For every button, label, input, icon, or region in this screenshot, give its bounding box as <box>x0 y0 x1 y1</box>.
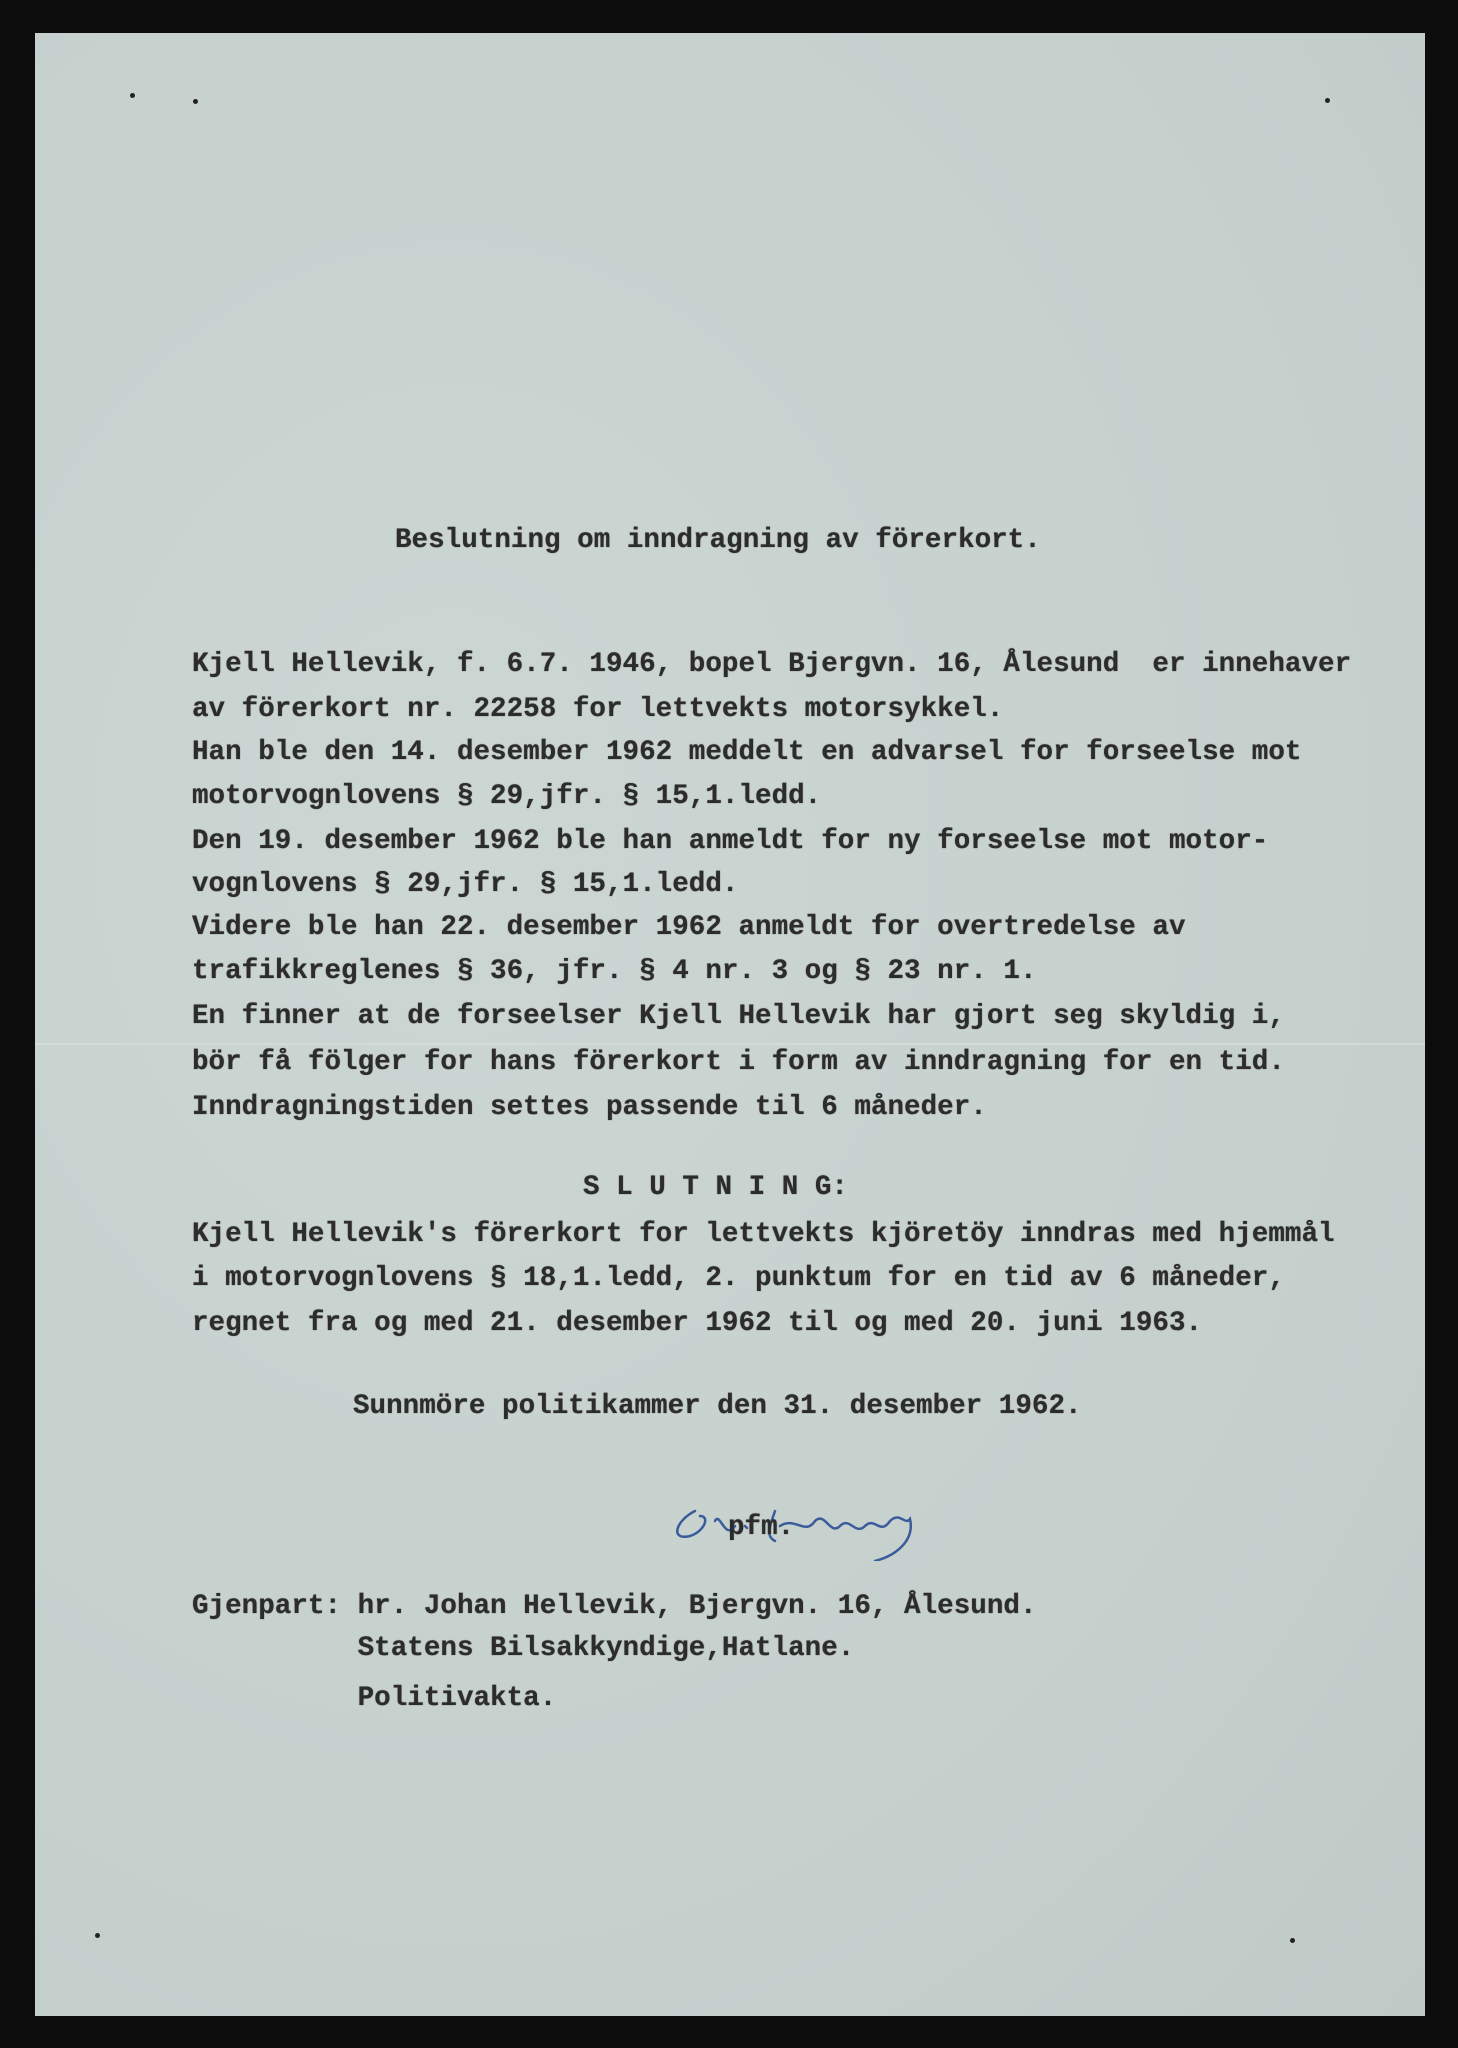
body-line: motorvognlovens § 29,jfr. § 15,1.ledd. <box>192 781 822 812</box>
copies-line: Statens Bilsakkyndige,Hatlane. <box>192 1633 855 1664</box>
punch-mark <box>130 93 135 98</box>
body-line: av förerkort nr. 22258 for lettvekts motorsykkel. <box>192 694 1004 725</box>
copies-line: Gjenpart: hr. Johan Hellevik, Bjergvn. 16, Ålesund. <box>192 1591 1037 1622</box>
punch-mark <box>1325 98 1330 103</box>
body-line: Videre ble han 22. desember 1962 anmeldt for overtredelse av <box>192 912 1186 943</box>
punch-mark <box>1290 1938 1295 1943</box>
conclusion-line: i motorvognlovens § 18,1.ledd, 2. punktum for en tid av 6 måneder, <box>192 1263 1285 1294</box>
punch-mark <box>95 1933 100 1938</box>
conclusion-line: regnet fra og med 21. desember 1962 til og med 20. juni 1963. <box>192 1308 1203 1339</box>
document-title: Beslutning om inndragning av förerkort. <box>395 525 1041 556</box>
punch-mark <box>193 99 198 104</box>
body-line: Den 19. desember 1962 ble han anmeldt for ny forseelse mot motor- <box>192 826 1269 857</box>
place-date: Sunnmöre politikammer den 31. desember 1962. <box>353 1391 1082 1422</box>
body-line: Kjell Hellevik, f. 6.7. 1946, bopel Bjergvn. 16, Ålesund er innehaver <box>192 649 1352 680</box>
conclusion-line: Kjell Hellevik's förerkort for lettvekts kjöretöy inndras med hjemmål <box>192 1219 1335 1250</box>
body-line: En finner at de forseelser Kjell Hellevik har gjort seg skyldig i, <box>192 1001 1285 1032</box>
body-line: vognlovens § 29,jfr. § 15,1.ledd. <box>192 869 739 900</box>
body-line: Inndragningstiden settes passende til 6 måneder. <box>192 1092 987 1123</box>
signature-title: pfm. <box>728 1512 795 1543</box>
body-line: bör få fölger for hans förerkort i form av inndragning for en tid. <box>192 1047 1285 1078</box>
body-line: trafikkreglenes § 36, jfr. § 4 nr. 3 og § 23 nr. 1. <box>192 956 1037 987</box>
document-page <box>35 33 1425 2016</box>
conclusion-heading: S L U T N I N G: <box>583 1172 848 1203</box>
copies-line: Politivakta. <box>192 1683 557 1714</box>
fold-line <box>35 1043 1425 1045</box>
body-line: Han ble den 14. desember 1962 meddelt en advarsel for forseelse mot <box>192 737 1302 768</box>
handwritten-signature <box>665 1481 1025 1561</box>
